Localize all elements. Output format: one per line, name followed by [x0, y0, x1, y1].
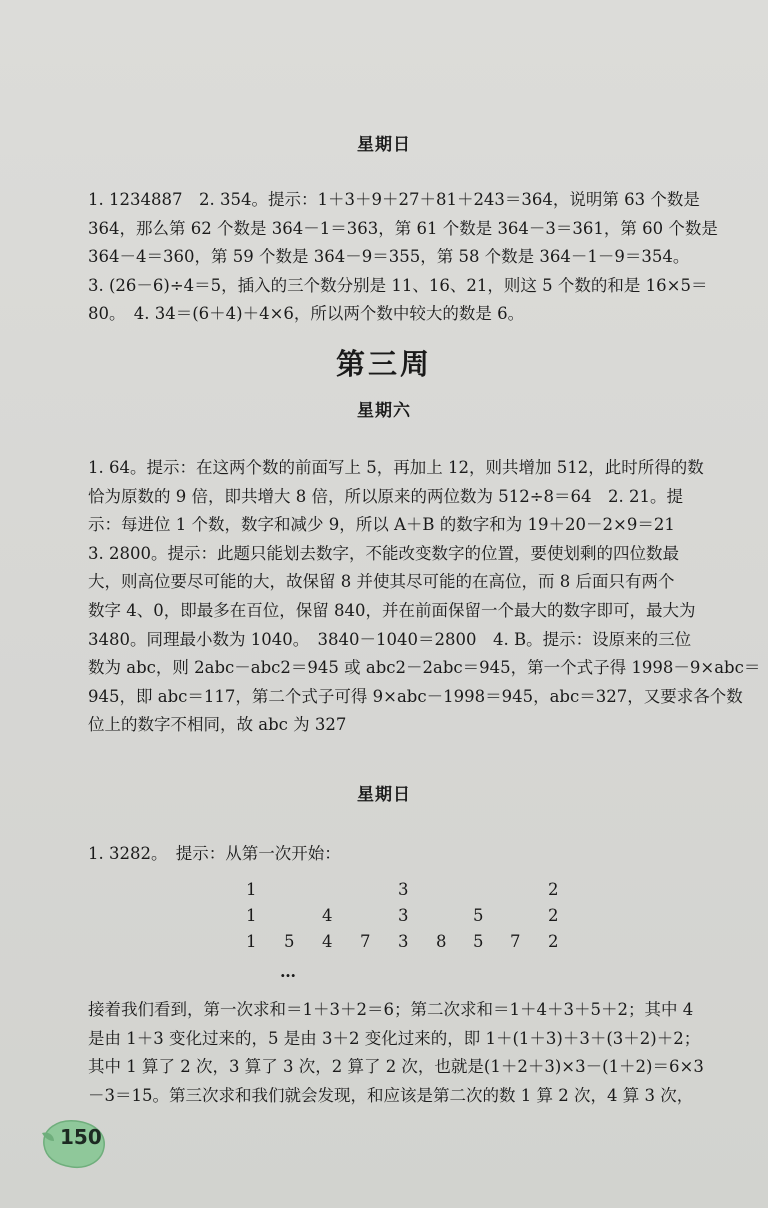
text-line: 数字 4、0，即最多在百位，保留 840，并在前面保留一个最大的数字即可，最大为 — [88, 600, 696, 620]
grid-cell: 2 — [548, 880, 559, 899]
text-line: 是由 1＋3 变化过来的，5 是由 3＋2 变化过来的，即 1＋(1＋3)＋3＋(3＋2)＋2； — [88, 1028, 701, 1048]
page-number: 150 — [60, 1125, 102, 1149]
grid-cell: 1 — [246, 880, 257, 899]
text-line: 示：每进位 1 个数，数字和减少 9，所以 A＋B 的数字和为 19＋20－2×9＝21 — [88, 515, 675, 535]
grid-cell: 3 — [398, 906, 409, 925]
grid-cell: 4 — [322, 906, 333, 925]
ellipsis: … — [280, 962, 297, 981]
text-line: 364，那么第 62 个数是 364－1＝363，第 61 个数是 364－3＝361，第 60 个数是 — [88, 218, 718, 238]
text-line: 364－4＝360，第 59 个数是 364－9＝355，第 58 个数是 364－1－9＝354。 — [88, 247, 690, 267]
grid-cell: 5 — [473, 906, 484, 925]
grid-cell: 2 — [548, 906, 559, 925]
text-line: 3480。同理最小数为 1040。 3840－1040＝2800 4. B。提示：设原来的三位 — [88, 629, 692, 649]
grid-cell: 7 — [510, 932, 521, 951]
grid-cell: 5 — [473, 932, 484, 951]
text-line: 3. 2800。提示：此题只能划去数字，不能改变数字的位置，要使划剩的四位数最 — [88, 543, 679, 563]
answers-block-sunday-1 — [88, 186, 728, 329]
answer-intro — [88, 840, 728, 869]
grid-cell: 8 — [436, 932, 447, 951]
grid-cell: 1 — [246, 906, 257, 925]
grid-cell: 3 — [398, 880, 409, 899]
text-line: 大，则高位要尽可能的大，故保留 8 并使其尽可能的在高位，而 8 后面只有两个 — [88, 572, 675, 592]
grid-cell: 5 — [284, 932, 295, 951]
text-line: 接着我们看到，第一次求和＝1＋3＋2＝6；第二次求和＝1＋4＋3＋5＋2；其中 4 — [88, 1000, 694, 1019]
text-line: 1. 3282。 提示：从第一次开始： — [88, 844, 341, 863]
answers-block-saturday — [88, 454, 761, 740]
text-line: 数为 abc，则 2abc－abc2＝945 或 abc2－2abc＝945，第一个式子得 1998－9×abc＝ — [88, 658, 761, 678]
section-heading-sunday-2: 星期日 — [357, 785, 411, 805]
grid-cell: 1 — [246, 932, 257, 951]
grid-cell: 4 — [322, 932, 333, 951]
section-heading-sunday-1: 星期日 — [357, 135, 411, 155]
text-line: 3. (26－6)÷4＝5，插入的三个数分别是 11、16、21，则这 5 个数的和是 16×5＝ — [88, 275, 708, 295]
week-title: 第三周 — [335, 347, 432, 381]
text-line: 其中 1 算了 2 次，3 算了 3 次，2 算了 2 次，也就是(1＋2＋3)×3－(1＋2)＝6×3 — [88, 1057, 704, 1077]
grid-cell: 2 — [548, 932, 559, 951]
text-line: 1. 1234887 2. 354。提示：1＋3＋9＋27＋81＋243＝364，说明第 63 个数是 — [88, 190, 700, 209]
answers-block-sunday-2 — [88, 996, 728, 1110]
grid-cell: 7 — [360, 932, 371, 951]
text-line: －3＝15。第三次求和我们就会发现，和应该是第二次的数 1 算 2 次，4 算 3 次， — [88, 1085, 694, 1105]
text-line: 位上的数字不相同，故 abc 为 327 — [88, 715, 347, 735]
text-line: 80。 4. 34＝(6＋4)＋4×6，所以两个数中较大的数是 6。 — [88, 304, 525, 324]
text-line: 945，即 abc＝117，第二个式子可得 9×abc－1998＝945，abc＝327，又要求各个数 — [88, 686, 743, 706]
grid-cell: 3 — [398, 932, 409, 951]
text-line: 恰为原数的 9 倍，即共增大 8 倍，所以原来的两位数为 512÷8＝64 2. 21。提 — [88, 486, 684, 506]
text-line: 1. 64。提示：在这两个数的前面写上 5，再加上 12，则共增加 512，此时所得的数 — [88, 458, 704, 477]
section-heading-saturday: 星期六 — [357, 401, 411, 421]
